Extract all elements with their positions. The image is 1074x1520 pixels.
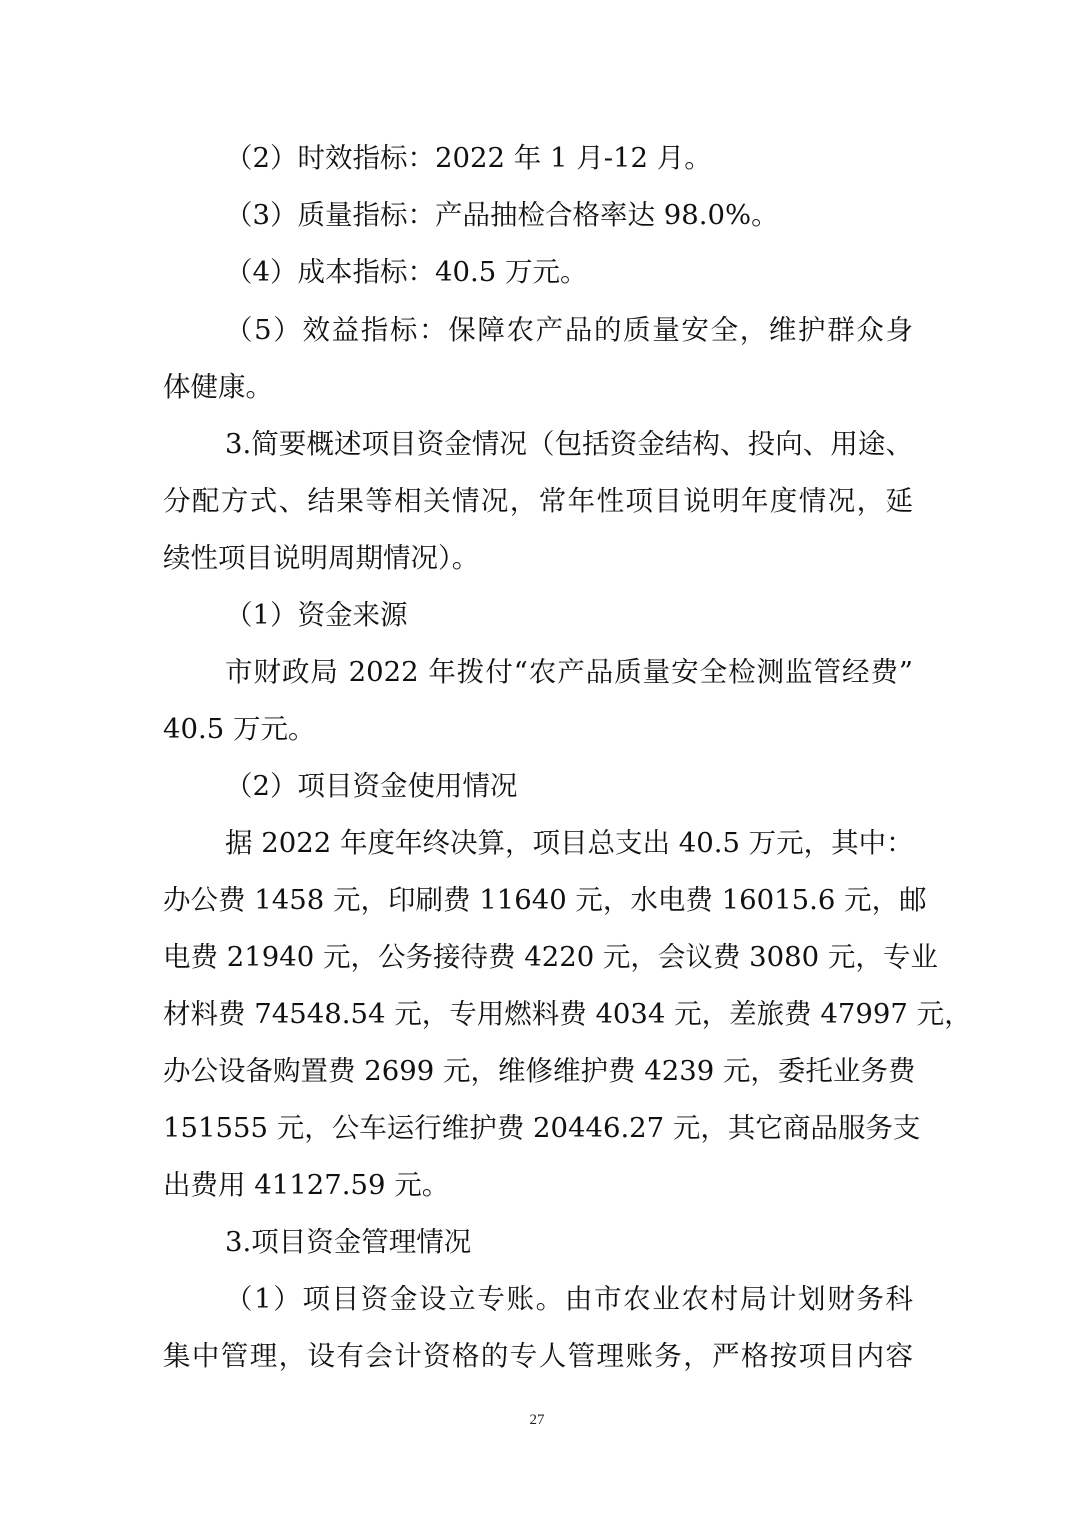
paragraph-line: 续性项目说明周期情况）。 [163,542,480,574]
paragraph-line: 40.5 万元。 [163,713,316,745]
paragraph-line: （5）效益指标：保障农产品的质量安全，维护群众身 [225,314,913,346]
paragraph-line: 集中管理，设有会计资格的专人管理账务，严格按项目内容 [163,1340,913,1372]
paragraph-line: 据 2022 年度年终决算，项目总支出 40.5 万元，其中： [225,827,914,859]
paragraph-line: 3.简要概述项目资金情况（包括资金结构、投向、用途、 [225,428,913,460]
page-number: 27 [529,1412,545,1428]
paragraph-line: 材料费 74548.54 元，专用燃料费 4034 元，差旅费 47997 元， [163,998,972,1030]
paragraph-line: 电费 21940 元，公务接待费 4220 元，会议费 3080 元，专业 [163,941,938,973]
paragraph-line: （4）成本指标：40.5 万元。 [225,256,588,288]
paragraph-line: （2）时效指标：2022 年 1 月-12 月。 [225,142,712,174]
section-heading: （2）项目资金使用情况 [225,770,518,802]
paragraph-line: 151555 元，公车运行维护费 20446.27 元，其它商品服务支 [163,1112,921,1144]
section-heading: （1）资金来源 [225,599,408,631]
paragraph-line: 体健康。 [163,371,273,403]
paragraph-line: 办公设备购置费 2699 元，维修维护费 4239 元，委托业务费 [163,1055,916,1087]
paragraph-line: 分配方式、结果等相关情况，常年性项目说明年度情况，延 [163,485,913,517]
paragraph-line: （1）项目资金设立专账。由市农业农村局计划财务科 [225,1283,913,1315]
paragraph-line: 办公费 1458 元，印刷费 11640 元，水电费 16015.6 元，邮 [163,884,927,916]
section-heading: 3.项目资金管理情况 [225,1226,472,1258]
paragraph-line: 市财政局 2022 年拨付“农产品质量安全检测监管经费” [225,656,913,688]
paragraph-line: 出费用 41127.59 元。 [163,1169,450,1201]
paragraph-line: （3）质量指标：产品抽检合格率达 98.0%。 [225,199,779,231]
